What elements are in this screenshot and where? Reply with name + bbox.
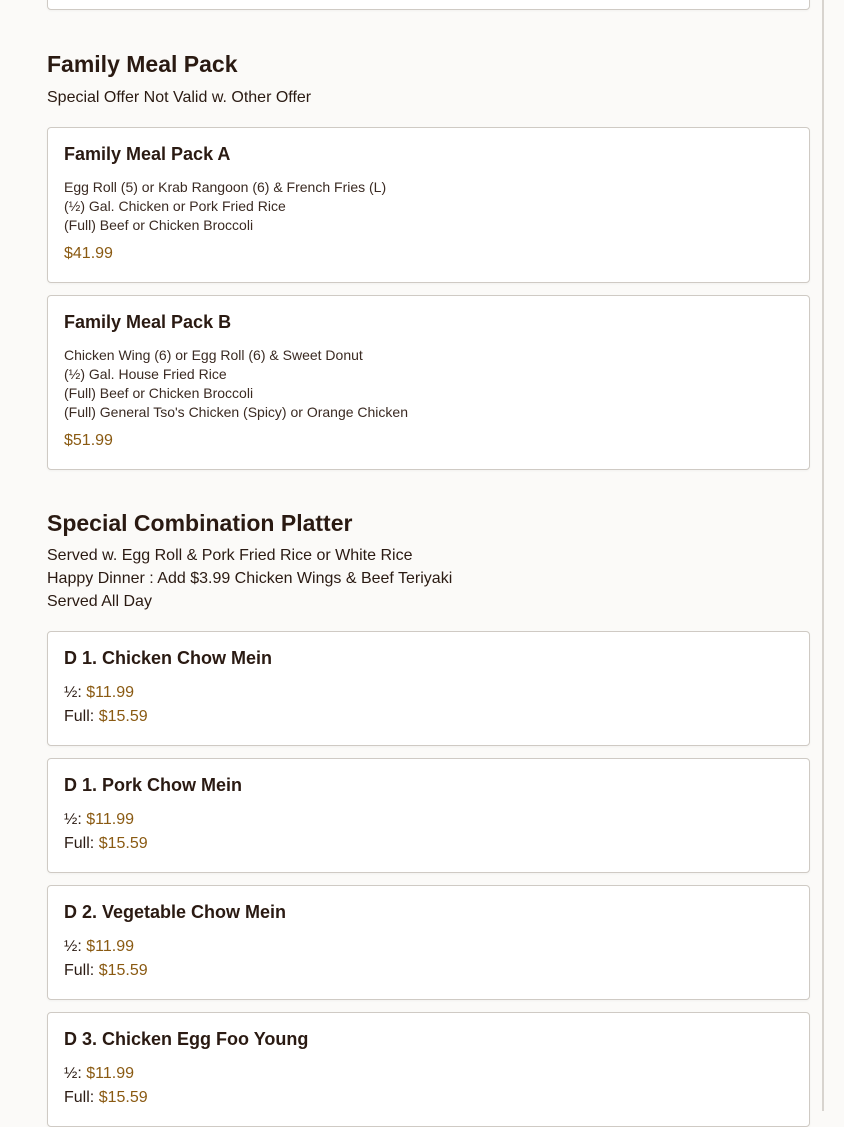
menu-item-family-meal-pack-b[interactable]	[47, 295, 810, 470]
full-price-line	[64, 835, 148, 853]
half-price: $11.99	[86, 938, 134, 955]
full-price: $15.59	[98, 1089, 148, 1106]
previous-menu-item-card[interactable]	[47, 0, 810, 10]
full-label: Full:	[64, 708, 95, 725]
menu-item-name: D 3. Chicken Egg Foo Young	[64, 1029, 309, 1049]
menu-item-d1-pork-chow-mein[interactable]	[47, 758, 810, 873]
half-price-line	[64, 938, 134, 956]
menu-item-description-line: (½) Gal. House Fried Rice	[64, 366, 227, 382]
menu-item-price: $51.99	[64, 432, 113, 449]
menu-item-price: $41.99	[64, 245, 113, 262]
menu-item-description-line: (Full) General Tso's Chicken (Spicy) or Orange Chicken	[64, 404, 408, 420]
full-label: Full:	[64, 835, 95, 852]
menu-item-name: D 1. Chicken Chow Mein	[64, 648, 273, 668]
half-price-line	[64, 1065, 134, 1083]
section-note: Happy Dinner : Add $3.99 Chicken Wings & Beef Teriyaki	[47, 570, 453, 587]
page-edge-divider	[822, 0, 824, 1111]
section-title-special-combination-platter: Special Combination Platter	[47, 510, 353, 536]
menu-item-d2-vegetable-chow-mein[interactable]	[47, 885, 810, 1000]
half-price: $11.99	[86, 811, 134, 828]
full-price-line	[64, 962, 148, 980]
menu-item-d3-chicken-egg-foo-young[interactable]	[47, 1012, 810, 1127]
menu-item-description-line: Egg Roll (5) or Krab Rangoon (6) & French Fries (L)	[64, 179, 387, 195]
full-price: $15.59	[98, 962, 148, 979]
menu-item-family-meal-pack-a[interactable]	[47, 127, 810, 283]
half-price-line	[64, 684, 134, 702]
half-price: $11.99	[86, 1065, 134, 1082]
section-title-family-meal-pack: Family Meal Pack	[47, 51, 238, 77]
menu-item-name: Family Meal Pack A	[64, 144, 231, 164]
full-label: Full:	[64, 962, 95, 979]
menu-item-name: D 2. Vegetable Chow Mein	[64, 902, 287, 922]
section-note: Served All Day	[47, 593, 152, 610]
half-price-line	[64, 811, 134, 829]
menu-item-description-line: (½) Gal. Chicken or Pork Fried Rice	[64, 198, 286, 214]
section-note: Served w. Egg Roll & Pork Fried Rice or White Rice	[47, 547, 413, 564]
menu-item-name: D 1. Pork Chow Mein	[64, 775, 243, 795]
half-label: ½:	[64, 684, 82, 701]
full-price: $15.59	[98, 835, 148, 852]
full-price-line	[64, 1089, 148, 1107]
menu-item-description-line: (Full) Beef or Chicken Broccoli	[64, 385, 254, 401]
menu-item-description-line: Chicken Wing (6) or Egg Roll (6) & Sweet Donut	[64, 347, 363, 363]
full-label: Full:	[64, 1089, 95, 1106]
menu-item-d1-chicken-chow-mein[interactable]	[47, 631, 810, 746]
half-price: $11.99	[86, 684, 134, 701]
section-note: Special Offer Not Valid w. Other Offer	[47, 89, 312, 106]
half-label: ½:	[64, 811, 82, 828]
half-label: ½:	[64, 938, 82, 955]
menu-item-name: Family Meal Pack B	[64, 312, 232, 332]
half-label: ½:	[64, 1065, 82, 1082]
full-price: $15.59	[98, 708, 148, 725]
menu-item-description-line: (Full) Beef or Chicken Broccoli	[64, 217, 254, 233]
full-price-line	[64, 708, 148, 726]
